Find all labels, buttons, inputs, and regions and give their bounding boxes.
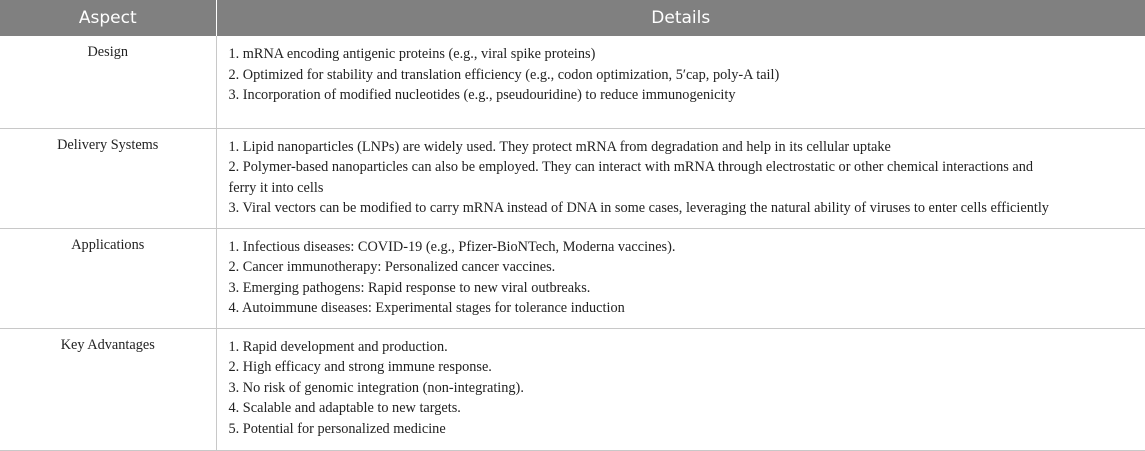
details-cell [216, 228, 1145, 328]
table-row [0, 228, 1145, 328]
detail-line: 2. Polymer-based nanoparticles can also be employed. They can interact with mRNA through electrostatic or other chemical interactions and [228, 159, 1034, 176]
detail-line: 4. Scalable and adaptable to new targets. [228, 400, 461, 417]
table-body [0, 36, 1145, 450]
detail-line: 3. Emerging pathogens: Rapid response to new viral outbreaks. [228, 279, 591, 296]
details-cell [216, 36, 1145, 128]
table-header [0, 0, 1145, 36]
detail-line: 5. Potential for personalized medicine [228, 420, 446, 437]
detail-line: 2. Cancer immunotherapy: Personalized cancer vaccines. [228, 259, 556, 276]
aspect-cell: Applications [0, 228, 216, 328]
table-row [0, 328, 1145, 450]
table-row [0, 36, 1145, 128]
detail-line: 1. Rapid development and production. [228, 338, 448, 355]
details-cell [216, 328, 1145, 450]
table-row [0, 128, 1145, 228]
aspect-cell: Delivery Systems [0, 128, 216, 228]
details-cell [216, 128, 1145, 228]
detail-line: 3. Viral vectors can be modified to carry mRNA instead of DNA in some cases, leveraging the natural ability of viruses to enter cells efficiently [228, 200, 1049, 217]
detail-line: 2. Optimized for stability and translation efficiency (e.g., codon optimization, 5′cap, poly-A tail) [228, 66, 780, 83]
detail-line: 2. High efficacy and strong immune response. [228, 359, 492, 376]
detail-line: 3. Incorporation of modified nucleotides (e.g., pseudouridine) to reduce immunogenicity [228, 87, 736, 104]
detail-line: 3. No risk of genomic integration (non-integrating). [228, 379, 524, 396]
header-row [0, 0, 1145, 36]
detail-line: 1. Lipid nanoparticles (LNPs) are widely used. They protect mRNA from degradation and help in its cellular uptake [228, 138, 891, 155]
detail-line: 1. Infectious diseases: COVID-19 (e.g., Pfizer-BioNTech, Moderna vaccines). [228, 238, 676, 255]
aspect-cell: Design [0, 36, 216, 128]
header-details: Details [216, 0, 1145, 36]
detail-line: ferry it into cells [228, 179, 324, 196]
detail-line: 1. mRNA encoding antigenic proteins (e.g., viral spike proteins) [228, 46, 596, 62]
detail-line: 4. Autoimmune diseases: Experimental stages for tolerance induction [228, 300, 625, 317]
header-aspect: Aspect [0, 0, 216, 36]
aspect-cell: Key Advantages [0, 328, 216, 450]
